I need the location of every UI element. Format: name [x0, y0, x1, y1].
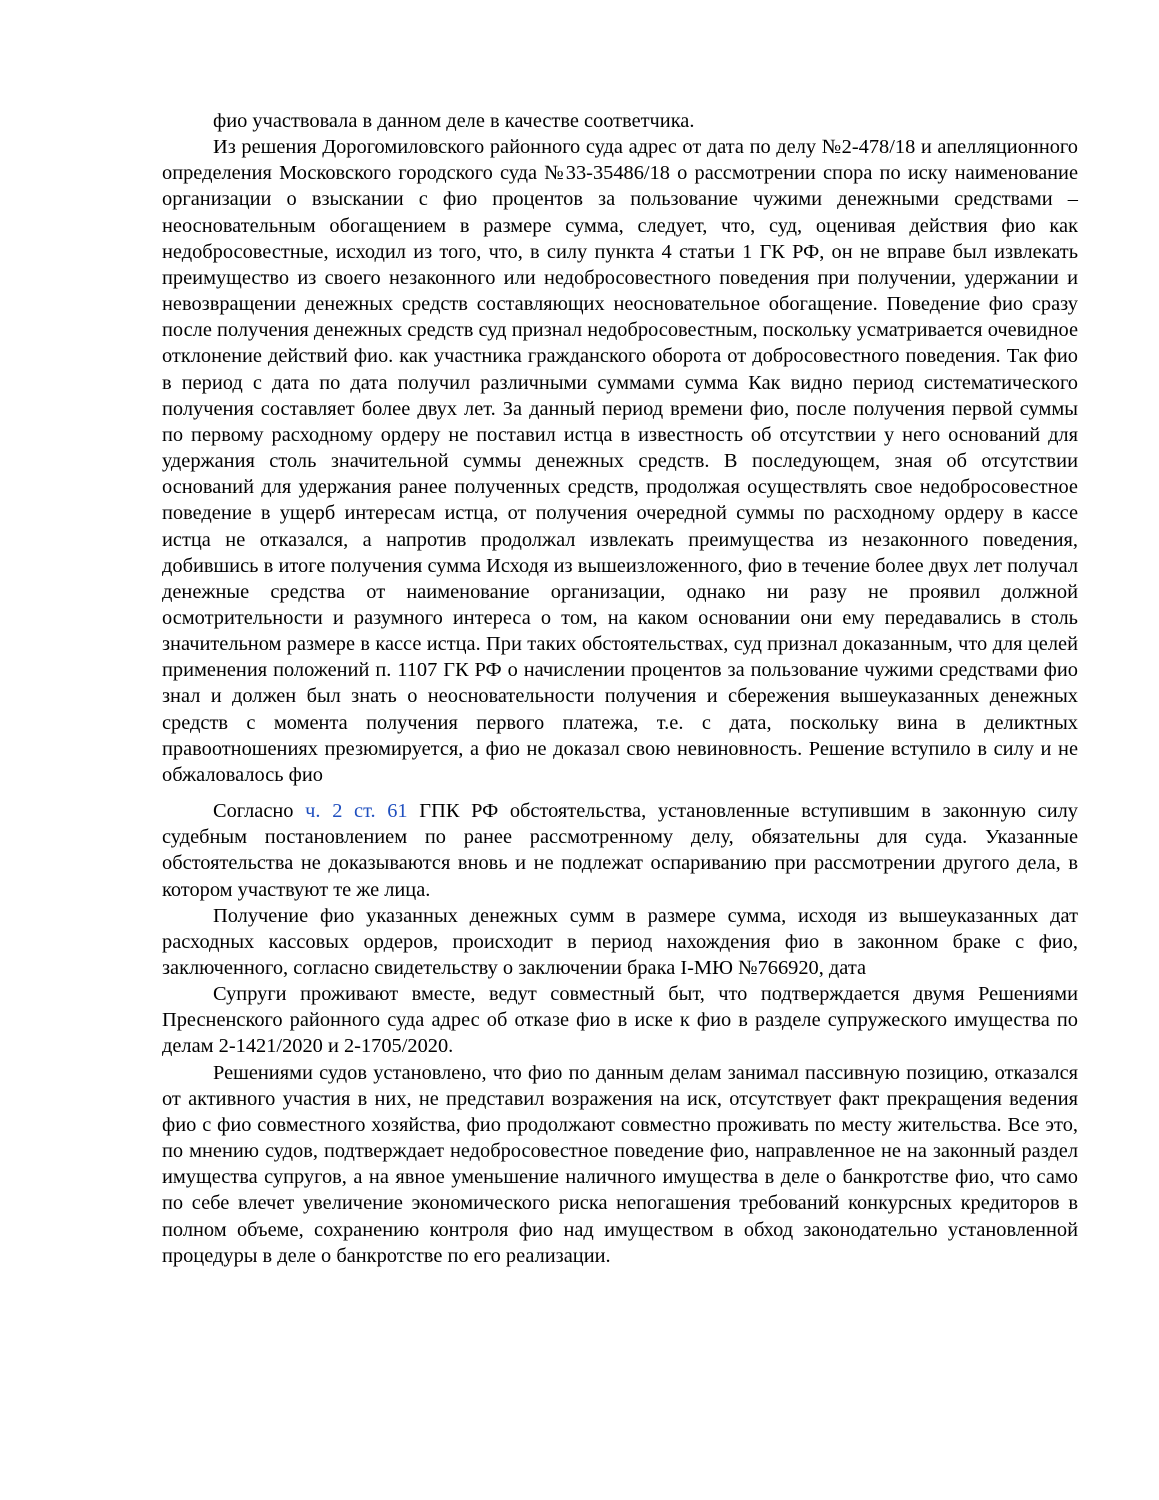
paragraph-1: фио участвовала в данном деле в качестве соответчика. [213, 110, 695, 132]
paragraph-4: Получение фио указанных денежных сумм в размере сумма, исходя из вышеуказанных дат расходных кассовых ордеров, происходит в период нахождения фио в законном браке с фио, заключенного, согласно свидетельству о заключении брака I-МЮ №766920, дата [162, 904, 1078, 979]
paragraph-3-text-start: Согласно [213, 800, 306, 823]
paragraph-5: Супруги проживают вместе, ведут совместный быт, что подтверждается двумя Решениями Пресненского районного суда адрес об отказе фио в иске к фио в разделе супружеского имущества по делам 2-1421/2020 и 2-1705/2020. [162, 983, 1078, 1058]
law-reference-link[interactable]: ч. 2 ст. 61 [305, 800, 408, 823]
paragraph-3-text-end: ГПК РФ обстоятельства, установленные вступившим в законную силу судебным постановлением по ранее рассмотренному делу, обязательны для суда. Указанные обстоятельства не доказываются вновь и не подлежат оспариванию при рассмотрении другого дела, в котором участвуют те же лица. [162, 800, 1078, 901]
paragraph-2: Из решения Дорогомиловского районного суда адрес от дата по делу №2-478/18 и апелляционного определения Московского городского суда №33-35486/18 о рассмотрении спора по иску наименование организации о взыскании с фио процентов за пользование чужими денежными средствами – неосновательным обогащением в размере сумма, следует, что, суд, оценивая действия фио как недобросовестные, исходил из того, что, в силу пункта 4 статьи 1 ГК РФ, он не вправе был извлекать преимущество из своего незаконного или недобросовестного поведения при получении, удержании и невозвращении денежных средств составляющих неосновательное обогащение. Поведение фио сразу после получения денежных средств суд признал недобросовестным, поскольку усматривается очевидное отклонение действий фио. как участника гражданского оборота от добросовестного поведения. Так фио в период с дата по дата получил различными суммами сумма Как видно период систематического получения составляет более двух лет. За данный период времени фио, после получения первой суммы по первому расходному ордеру не поставил истца в известность об отсутствии у него оснований для удержания столь значительной суммы денежных средств. В последующем, зная об отсутствии оснований для удержания ранее полученных средств, продолжая осуществлять свое недобросовестное поведение в ущерб интересам истца, от получения очередной суммы по расходному ордеру в кассе истца не отказался, а напротив продолжал извлекать преимущества из незаконного поведения, добившись в итоге получения сумма Исходя из вышеизложенного, фио в течение более двух лет получал денежные средства от наименование организации, однако ни разу не проявил должной осмотрительности и разумного интереса о том, на каком основании они ему передавались в столь значительном размере в кассе истца. При таких обстоятельствах, суд признал доказанным, что для целей применения положений п. 1107 ГК РФ о начислении процентов за пользование чужими средствами фио знал и должен был знать о неосновательности получения и сбережения вышеуказанных денежных средств с момента получения первого платежа, т.е. с дата, поскольку вина в деликтных правоотношениях презюмируется, а фио не доказал свою невиновность. Решение вступило в силу и не обжаловалось фио [162, 136, 1078, 786]
paragraph-3 [162, 798, 1078, 903]
paragraph-6: Решениями судов установлено, что фио по данным делам занимал пассивную позицию, отказался от активного участия в них, не представил возражения на иск, отсутствует факт прекращения ведения фио с фио совместного хозяйства, фио продолжают совместно проживать по месту жительства. Все это, по мнению судов, подтверждает недобросовестное поведение фио, направленное не на законный раздел имущества супругов, а на явное уменьшение наличного имущества в деле о банкротстве фио, что само по себе влечет увеличение экономического риска непогашения требований конкурсных кредиторов в полном объеме, сохранению контроля фио над имуществом в обход законодательно установленной процедуры в деле о банкротстве по его реализации. [162, 1061, 1078, 1267]
document-page [162, 108, 1078, 1269]
